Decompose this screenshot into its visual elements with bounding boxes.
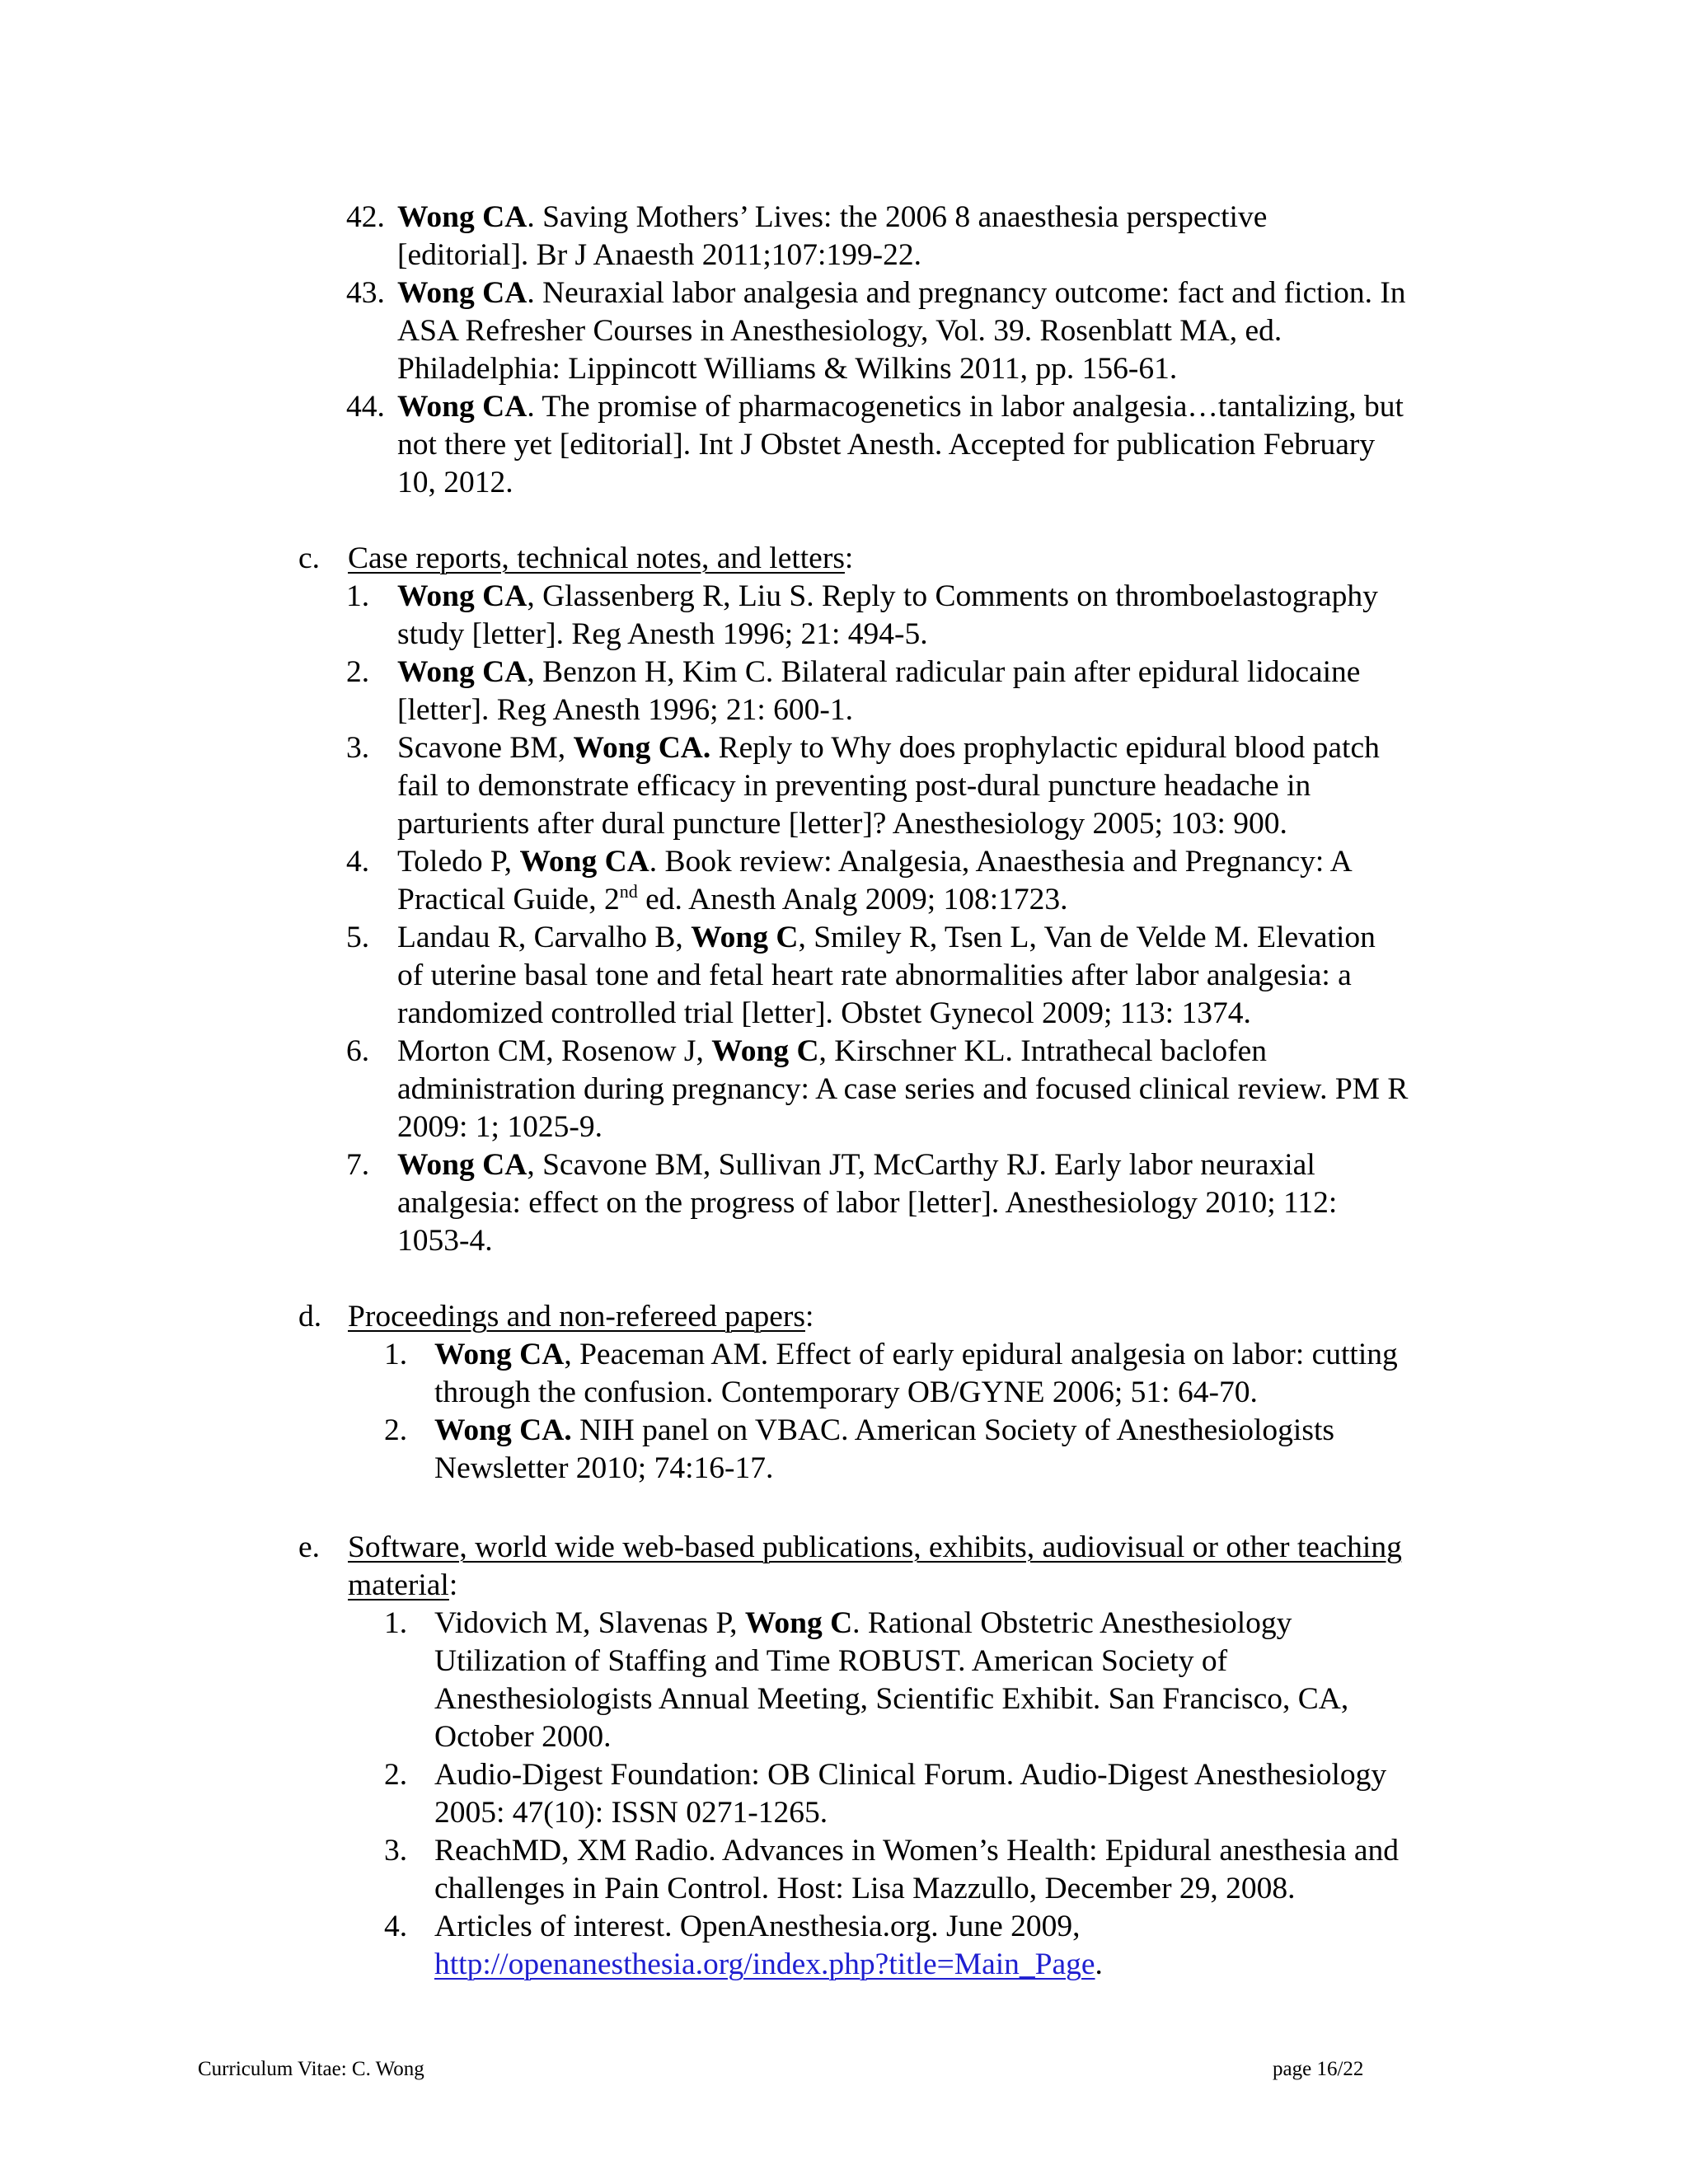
entry-text: Landau R, Carvalho B, [397,921,692,954]
entry-number: 2. [384,1413,408,1447]
entry-text: Toledo P, [397,845,520,879]
footer-document-title: Curriculum Vitae: C. Wong [198,2058,424,2080]
entry-text: , Kirschner KL. Intrathecal baclofen [818,1034,1268,1068]
entry-text: . Rational Obstetric Anesthesiology [852,1606,1292,1640]
entry-text: Practical Guide, 2 [397,883,620,916]
entry-number: 1. [346,579,370,613]
author-name-bold: Wong C [711,1034,819,1068]
entry-text: ReachMD, XM Radio. Advances in Women’s Health: Epidural anesthesia and [434,1834,1399,1868]
teaching-material-2 [384,1756,1386,1832]
section-letter: d. [298,1300,322,1333]
author-name-bold: Wong CA [434,1338,565,1371]
author-name-bold: Wong CA. [434,1413,572,1447]
entry-number: 42. [346,200,385,234]
entry-text: of uterine basal tone and fetal heart rate abnormalities after labor analgesia: a [397,958,1352,992]
entry-text: [editorial]. Br J Anaesth 2011;107:199-22. [397,238,922,272]
author-name-bold: Wong C [691,921,799,954]
entry-text: 2009: 1; 1025-9. [397,1110,603,1144]
entry-text: challenges in Pain Control. Host: Lisa Mazzullo, December 29, 2008. [434,1872,1296,1905]
entry-text: NIH panel on VBAC. American Society of Anesthesiologists [571,1413,1334,1447]
entry-text: , Scavone BM, Sullivan JT, McCarthy RJ. Early labor neuraxial [527,1148,1315,1182]
entry-number: 6. [346,1034,370,1068]
entry-text: , Benzon H, Kim C. Bilateral radicular pain after epidural lidocaine [527,655,1361,689]
entry-text: Vidovich M, Slavenas P, [434,1606,745,1640]
entry-text: ed. Anesth Analg 2009; 108:1723. [637,883,1068,916]
entry-number: 7. [346,1148,370,1182]
entry-text: administration during pregnancy: A case series and focused clinical review. PM R [397,1072,1409,1106]
entry-text: Audio-Digest Foundation: OB Clinical Forum. Audio-Digest Anesthesiology [434,1758,1387,1792]
author-name-bold: Wong CA [397,200,528,234]
entry-text: Reply to Why does prophylactic epidural blood patch [710,731,1380,765]
author-name-bold: Wong C [744,1606,853,1640]
case-report-5 [346,919,1376,1033]
publication-entry-42 [346,199,1267,274]
entry-text: Newsletter 2010; 74:16-17. [434,1451,774,1485]
case-report-6 [346,1033,1408,1146]
author-name-bold: Wong CA [397,655,528,689]
entry-number: 4. [346,845,370,879]
author-name-bold: Wong CA [397,276,528,310]
case-report-4 [346,843,1353,919]
author-name-bold: Wong CA [397,390,528,424]
publication-entry-43 [346,274,1406,388]
case-report-7 [346,1146,1337,1260]
entry-text: . Saving Mothers’ Lives: the 2006 8 anaesthesia perspective [527,200,1268,234]
entry-text: 1053-4. [397,1224,493,1258]
entry-text: Scavone BM, [397,731,574,765]
section-title: Case reports, technical notes, and letters [348,541,845,575]
entry-number: 44. [346,390,385,424]
entry-text: , Peaceman AM. Effect of early epidural analgesia on labor: cutting [564,1338,1398,1371]
entry-text: Philadelphia: Lippincott Williams & Wilkins 2011, pp. 156-61. [397,352,1178,386]
proceedings-entry-1 [384,1336,1398,1412]
section-title-colon: : [844,541,854,575]
entry-text: Anesthesiologists Annual Meeting, Scientific Exhibit. San Francisco, CA, [434,1682,1349,1716]
author-name-bold: Wong CA [397,579,528,613]
entry-text: Utilization of Staffing and Time ROBUST. American Society of [434,1644,1228,1678]
entry-number: 1. [384,1338,408,1371]
entry-number: 3. [384,1834,408,1868]
entry-number: 1. [384,1606,408,1640]
section-title: Proceedings and non-refereed papers [348,1300,805,1333]
section-title-line-2: material [348,1568,449,1602]
case-report-3 [346,729,1380,843]
entry-text: fail to demonstrate efficacy in preventing post-dural puncture headache in [397,769,1311,803]
entry-text: , Smiley R, Tsen L, Van de Velde M. Elevation [798,921,1376,954]
entry-text: . Book review: Analgesia, Anaesthesia and Pregnancy: A [649,845,1353,879]
author-name-bold: Wong CA [397,1148,528,1182]
entry-number: 43. [346,276,385,310]
proceedings-entry-2 [384,1412,1334,1488]
entry-number: 2. [346,655,370,689]
entry-text: study [letter]. Reg Anesth 1996; 21: 494-5. [397,617,928,651]
entry-text: not there yet [editorial]. Int J Obstet Anesth. Accepted for publication February [397,428,1376,462]
section-letter: e. [298,1530,321,1564]
entry-number: 5. [346,921,370,954]
entry-text: . [1095,1947,1103,1981]
entry-text: through the confusion. Contemporary OB/GYNE 2006; 51: 64-70. [434,1376,1258,1409]
entry-number: 4. [384,1910,408,1943]
entry-text: parturients after dural puncture [letter]? Anesthesiology 2005; 103: 900. [397,807,1287,841]
entry-text: October 2000. [434,1720,612,1754]
entry-number: 3. [346,731,370,765]
author-name-bold: Wong CA. [573,731,711,765]
entry-text: Articles of interest. OpenAnesthesia.org. June 2009, [434,1910,1081,1943]
section-letter: c. [298,541,321,575]
section-title-colon: : [448,1568,458,1602]
footer-page-number: page 16/22 [1273,2058,1364,2080]
publication-entry-44 [346,388,1404,502]
section-title-line-1: Software, world wide web-based publications, exhibits, audiovisual or other teaching [348,1530,1402,1564]
entry-text: analgesia: effect on the progress of labor [letter]. Anesthesiology 2010; 112: [397,1186,1338,1220]
entry-text: ASA Refresher Courses in Anesthesiology, Vol. 39. Rosenblatt MA, ed. [397,314,1282,348]
openanesthesia-link[interactable]: http://openanesthesia.org/index.php?title=Main_Page [434,1947,1095,1981]
author-name-bold: Wong CA [519,845,649,879]
ordinal-superscript: nd [619,881,638,902]
teaching-material-3 [384,1832,1399,1908]
entry-text: Morton CM, Rosenow J, [397,1034,712,1068]
case-report-2 [346,654,1360,729]
entry-text: randomized controlled trial [letter]. Obstet Gynecol 2009; 113: 1374. [397,996,1251,1030]
entry-text: . The promise of pharmacogenetics in labor analgesia…tantalizing, but [527,390,1404,424]
section-title-colon: : [804,1300,814,1333]
entry-text: 10, 2012. [397,466,513,499]
entry-text: 2005: 47(10): ISSN 0271-1265. [434,1796,828,1830]
entry-number: 2. [384,1758,408,1792]
entry-text: . Neuraxial labor analgesia and pregnancy outcome: fact and fiction. In [527,276,1406,310]
teaching-material-4 [384,1908,1103,1984]
entry-text: , Glassenberg R, Liu S. Reply to Comments on thromboelastography [527,579,1378,613]
teaching-material-1 [384,1605,1348,1756]
entry-text: [letter]. Reg Anesth 1996; 21: 600-1. [397,693,854,727]
case-report-1 [346,578,1378,654]
